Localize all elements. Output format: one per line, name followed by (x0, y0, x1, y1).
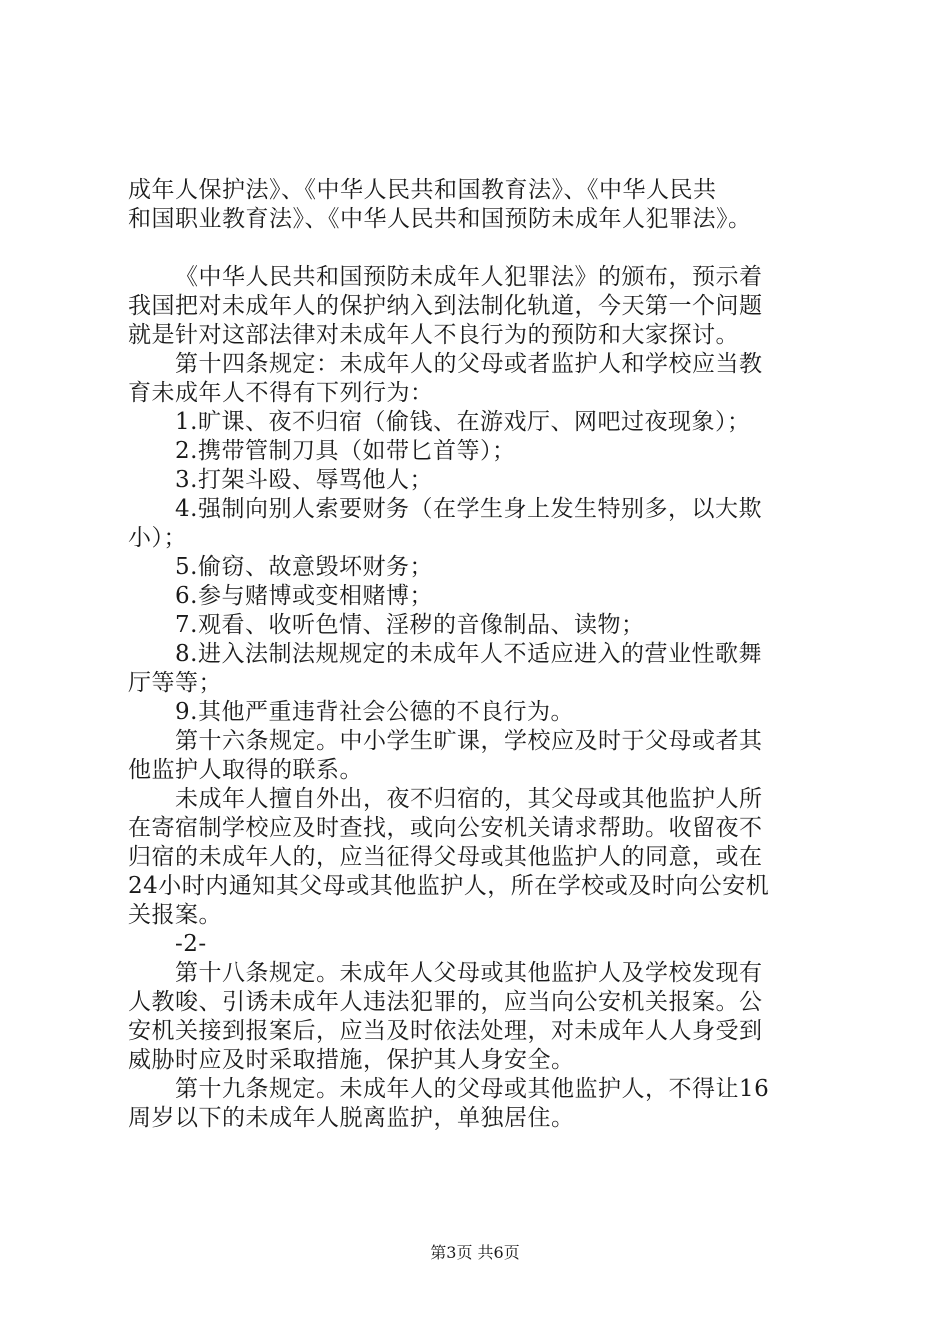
list-item: 5.偷窃、故意毁坏财务； (175, 554, 433, 580)
text-line: 就是针对这部法律对未成年人不良行为的预防和大家探讨。 (128, 322, 739, 348)
text-line: 24小时内通知其父母或其他监护人，所在学校或及时向公安机 (128, 873, 770, 899)
text-line: 第十九条规定。未成年人的父母或其他监护人，不得让16 (175, 1076, 770, 1102)
list-item: 2.携带管制刀具（如带匕首等）； (175, 438, 516, 464)
text-line: 第十八条规定。未成年人父母或其他监护人及学校发现有 (175, 960, 763, 986)
text-line: 和国职业教育法》、《中华人民共和国预防未成年人犯罪法》。 (128, 206, 752, 232)
paragraph-gap (128, 234, 828, 263)
text-line: 在寄宿制学校应及时查找，或向公安机关请求帮助。收留夜不 (128, 815, 763, 841)
document-body (128, 176, 828, 1133)
list-item: 7.观看、收听色情、淫秽的音像制品、读物； (175, 612, 645, 638)
text-line: 《中华人民共和国预防未成年人犯罪法》的颁布，预示着 (175, 264, 763, 290)
text-line: 我国把对未成年人的保护纳入到法制化轨道，今天第一个问题 (128, 293, 763, 319)
list-item: 3.打架斗殴、辱骂他人； (175, 467, 433, 493)
text-line: 人教唆、引诱未成年人违法犯罪的，应当向公安机关报案。公 (128, 989, 763, 1015)
text-line: 未成年人擅自外出，夜不归宿的，其父母或其他监护人所 (175, 786, 763, 812)
text-line: 关报案。 (128, 902, 222, 928)
list-item: 4.强制向别人索要财务（在学生身上发生特别多，以大欺 (175, 496, 762, 522)
text-line: 成年人保护法》、《中华人民共和国教育法》、《中华人民共 (128, 177, 717, 203)
list-item: 9.其他严重违背社会公德的不良行为。 (175, 699, 574, 725)
text-line: 厅等等； (128, 670, 222, 696)
text-line: 周岁以下的未成年人脱离监护，单独居住。 (128, 1105, 575, 1131)
text-line: 小）； (128, 525, 187, 551)
text-line: 第十四条规定：未成年人的父母或者监护人和学校应当教 (175, 351, 763, 377)
text-line: 第十六条规定。中小学生旷课，学校应及时于父母或者其 (175, 728, 763, 754)
list-item: 1.旷课、夜不归宿（偷钱、在游戏厅、网吧过夜现象）； (175, 409, 751, 435)
text-line: 威胁时应及时采取措施，保护其人身安全。 (128, 1047, 575, 1073)
list-item: 8.进入法制法规规定的未成年人不适应进入的营业性歌舞 (175, 641, 762, 667)
list-item: 6.参与赌博或变相赌博； (175, 583, 433, 609)
text-line: 育未成年人不得有下列行为： (128, 380, 434, 406)
text-line: 归宿的未成年人的，应当征得父母或其他监护人的同意，或在 (128, 844, 763, 870)
inline-page-marker: -2- (175, 931, 207, 957)
text-line: 安机关接到报案后，应当及时依法处理，对未成年人人身受到 (128, 1018, 763, 1044)
page-footer: 第3页 共6页 (430, 1243, 520, 1262)
text-line: 他监护人取得的联系。 (128, 757, 363, 783)
